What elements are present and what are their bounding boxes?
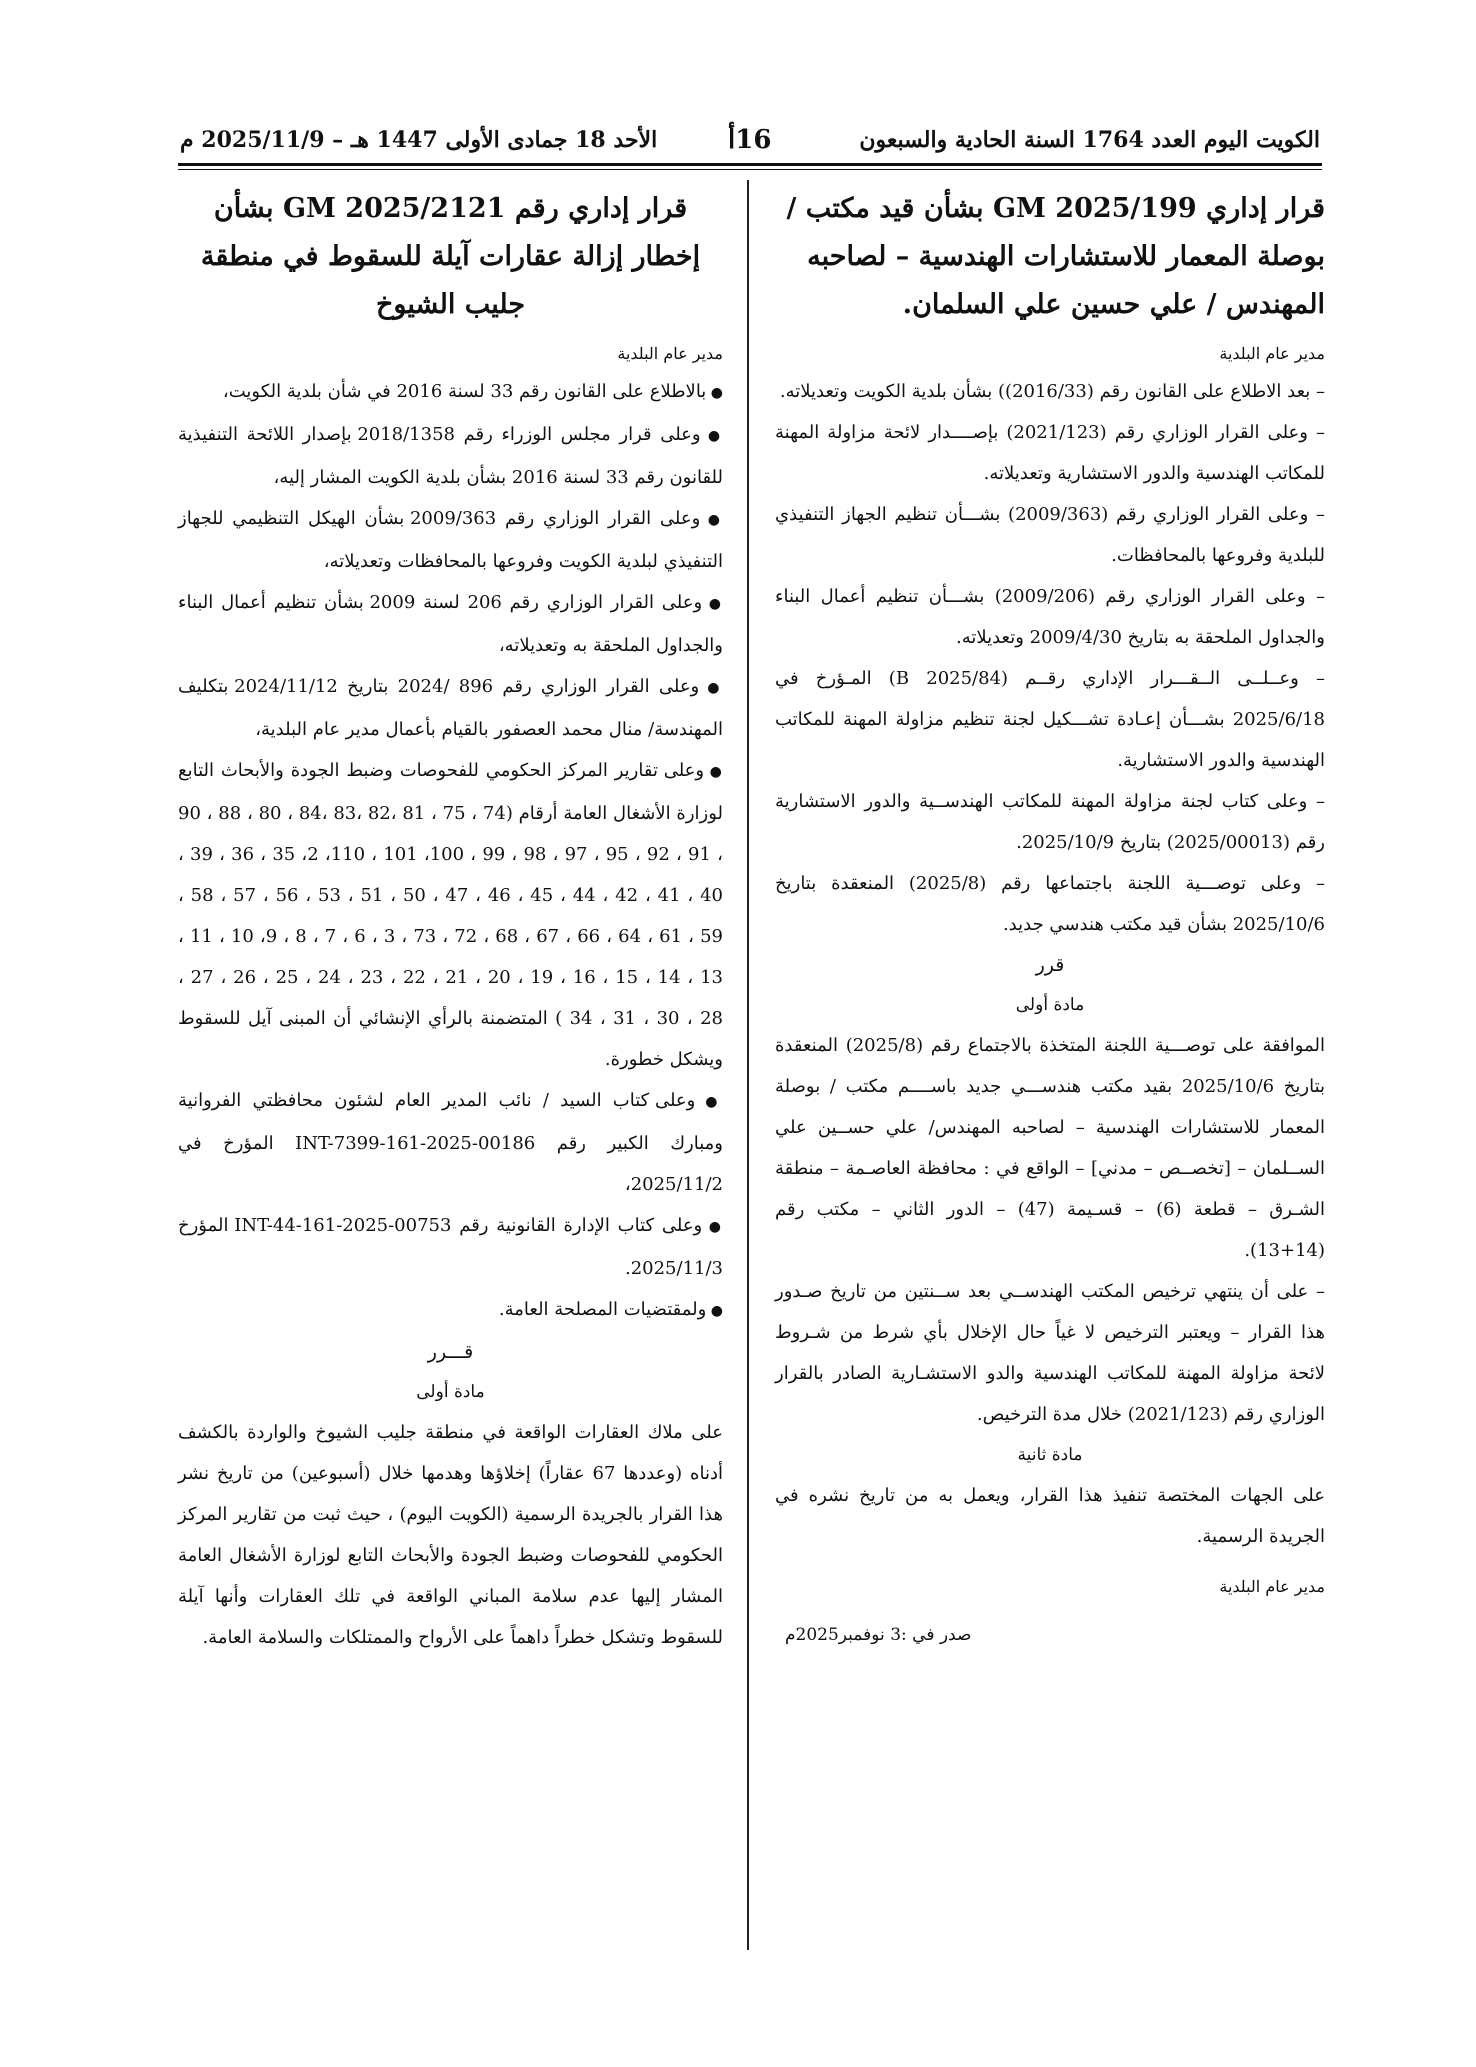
preamble-item: ● وعلى كتاب الإدارة القانونية رقم INT-44-161-2025-00753 المؤرخ 2025/11/3. [178, 1205, 723, 1289]
article-1-body: – على أن ينتهي ترخيص المكتب الهندســي بعد ســنتين من تاريخ صـدور هذا القرار – ويعتبر الترخيص لا غياً حال الإخلال بأي شرط من شـروط لائحة مزاولة المهنة للمكاتب الهندسية والدو الاستشـارية الصادر بالقرار الوزاري رقم (2021/123) خلال مدة الترخيص. [775, 1281, 1325, 1425]
decision-issuer: مدير عام البلدية [617, 344, 723, 363]
preamble-item: ● وعلى القرار الوزاري رقم 2009/363 بشأن الهيكل التنظيمي للجهاز التنفيذي لبلدية الكويت وفروعها بالمحافظات وتعديلاته، [178, 498, 723, 582]
preamble-item: ● بالاطلاع على القانون رقم 33 لسنة 2016 في شأن بلدية الكويت، [178, 371, 723, 414]
article-2-body: على الجهات المختصة تنفيذ هذا القرار، ويعمل به من تاريخ نشره في الجريدة الرسمية. [775, 1485, 1325, 1547]
article-2-heading: مادة ثانية [1017, 1445, 1083, 1465]
left-column-decision [178, 185, 723, 1658]
article-1-heading: مادة أولى [1015, 995, 1085, 1015]
decision-title: قرار إداري GM 2025/199 بشأن قيد مكتب / بوصلة المعمار للاستشارات الهندسية – لصاحبه المهندس / علي حسين علي السلمان. [786, 193, 1325, 320]
preamble-item: ● وعلى قرار مجلس الوزراء رقم 2018/1358 بإصدار اللائحة التنفيذية للقانون رقم 33 لسنة 2016 بشأن بلدية الكويت المشار إليه، [178, 414, 723, 498]
article-1-body: الموافقة على توصـــية اللجنة المتخذة بالاجتماع رقم (2025/8) المنعقدة بتاريخ 2025/10/6 بقيد مكتب هندســـي جديد باســــم مكتب / بوصلة المعمار للاستشارات الهندسية – لصاحبه المهندس/ علي حســين علي الســلمان – [تخصــص – مدني] – الواقع في : محافظة العاصـمة – منطقة الشـرق – قطعة (6) – قسـيمة (47) – الدور الثاني – مكتب رقم (14+13). [775, 1035, 1326, 1261]
header-rule-thick [178, 163, 1322, 166]
signature-title: مدير عام البلدية [1219, 1577, 1325, 1596]
preamble-item: ● وعلى القرار الوزاري رقم 896 /2024 بتاريخ 2024/11/12 بتكليف المهندسة/ منال محمد العصفور بالقيام بأعمال مدير عام البلدية، [178, 666, 723, 750]
preamble-item: ● وعلى القرار الوزاري رقم 206 لسنة 2009 بشأن تنظيم أعمال البناء والجداول الملحقة به وتعديلاته، [178, 582, 723, 666]
issue-date: صدر في :3 نوفمبر2025م [785, 1625, 972, 1645]
preamble-item: ● وعلى تقارير المركز الحكومي للفحوصات وضبط الجودة والأبحاث التابع لوزارة الأشغال العامة أرقام (74 ، 75 ، 81 ،82 ،83 ،84 ، 80 ، 88 ، 90 ، 91 ، 92 ، 95 ، 97 ، 98 ، 99 ، 100، 101 ، 110، 2، 35 ، 36 ، 39 ، 40 ، 41 ، 42 ، 44 ، 45 ، 46 ، 47 ، 50 ، 51 ، 53 ، 56 ، 57 ، 58 ، 59 ، 61 ، 64 ، 66 ، 67 ، 68 ، 72 ، 73 ، 3 ، 6 ، 7 ، 8 ، 9، 10 ، 11 ، 13 ، 14 ، 15 ، 16 ، 19 ، 20 ، 21 ، 22 ، 23 ، 24 ، 25 ، 26 ، 27 ، 28 ، 30 ، 31 ، 34 ) المتضمنة بالرأي الإنشائي أن المبنى آيل للسقوط ويشكل خطورة. [178, 750, 723, 1080]
article-1-body: على ملاك العقارات الواقعة في منطقة جليب الشيوخ والواردة بالكشف أدناه (وعددها 67 عقاراً) إخلاؤها وهدمها خلال (أسبوعين) من تاريخ نشر هذا القرار بالجريدة الرسمية (الكويت اليوم) ، حيث ثبت من تقارير المركز الحكومي للفحوصات وضبط الجودة والأبحاث التابع لوزارة الأشغال العامة المشار إليها عدم سلامة المباني الواقعة في تلك العقارات وأنها آيلة للسقوط وتشكل خطراً داهماً على الأرواح والممتلكات والسلامة العامة. [178, 1422, 723, 1648]
preamble-item: – وعــلــى الــقـــرار الإداري رقــم (B 2025/84) المـؤرخ في 2025/6/18 بشـــأن إعـادة تشـــكيل لجنة تنظيم مزاولة المهنة للمكاتب الهندسية والدور الاستشارية. [775, 668, 1325, 771]
preamble-item: ● ولمقتضيات المصلحة العامة. [178, 1289, 723, 1332]
right-column-decision [775, 185, 1325, 1655]
header-rule-thin [178, 169, 1322, 170]
preamble-item: – وعلى توصـــية اللجنة باجتماعها رقم (2025/8) المنعقدة بتاريخ 2025/10/6 بشأن قيد مكتب هندسي جديد. [775, 873, 1325, 935]
header-date: الأحد 18 جمادى الأولى 1447 هـ – 2025/11/9 م [180, 127, 658, 153]
decided-heading: قرر [1035, 954, 1065, 976]
page-header [180, 120, 1320, 160]
preamble-item: – وعلى القرار الوزاري رقم (2009/363) بشـــأن تنظيم الجهاز التنفيذي للبلدية وفروعها بالمحافظات. [775, 504, 1325, 566]
preamble-item: – وعلى القرار الوزاري رقم (2021/123) بإصــــدار لائحة مزاولة المهنة للمكاتب الهندسية والدور الاستشارية وتعديلاته. [775, 422, 1325, 484]
header-page-number: 16أ [728, 125, 772, 155]
preamble-item: – وعلى كتاب لجنة مزاولة المهنة للمكاتب الهندســية والدور الاستشارية رقم (2025/00013) بتاريخ 2025/10/9. [775, 791, 1325, 853]
decision-issuer: مدير عام البلدية [1219, 344, 1325, 363]
decided-heading: قـــرر [427, 1341, 474, 1363]
article-1-heading: مادة أولى [416, 1382, 485, 1402]
column-divider [747, 180, 749, 1950]
header-issue-info: الكويت اليوم العدد 1764 السنة الحادية والسبعون [859, 127, 1320, 153]
preamble-list [775, 371, 1325, 945]
preamble-item: – وعلى القرار الوزاري رقم (2009/206) بشـــأن تنظيم أعمال البناء والجداول الملحقة به بتاريخ 2009/4/30 وتعديلاته. [775, 586, 1326, 648]
preamble-item: ● وعلى كتاب السيد / نائب المدير العام لشئون محافظتي الفروانية ومبارك الكبير رقم INT-7399-161-2025-00186 المؤرخ في 2025/11/2، [178, 1080, 723, 1205]
decision-title: قرار إداري رقم GM 2025/2121 بشأن إخطار إزالة عقارات آيلة للسقوط في منطقة جليب الشيوخ [200, 193, 701, 320]
preamble-list [178, 371, 723, 1332]
preamble-item: – بعد الاطلاع على القانون رقم (2016/33)) بشأن بلدية الكويت وتعديلاته. [779, 381, 1325, 402]
